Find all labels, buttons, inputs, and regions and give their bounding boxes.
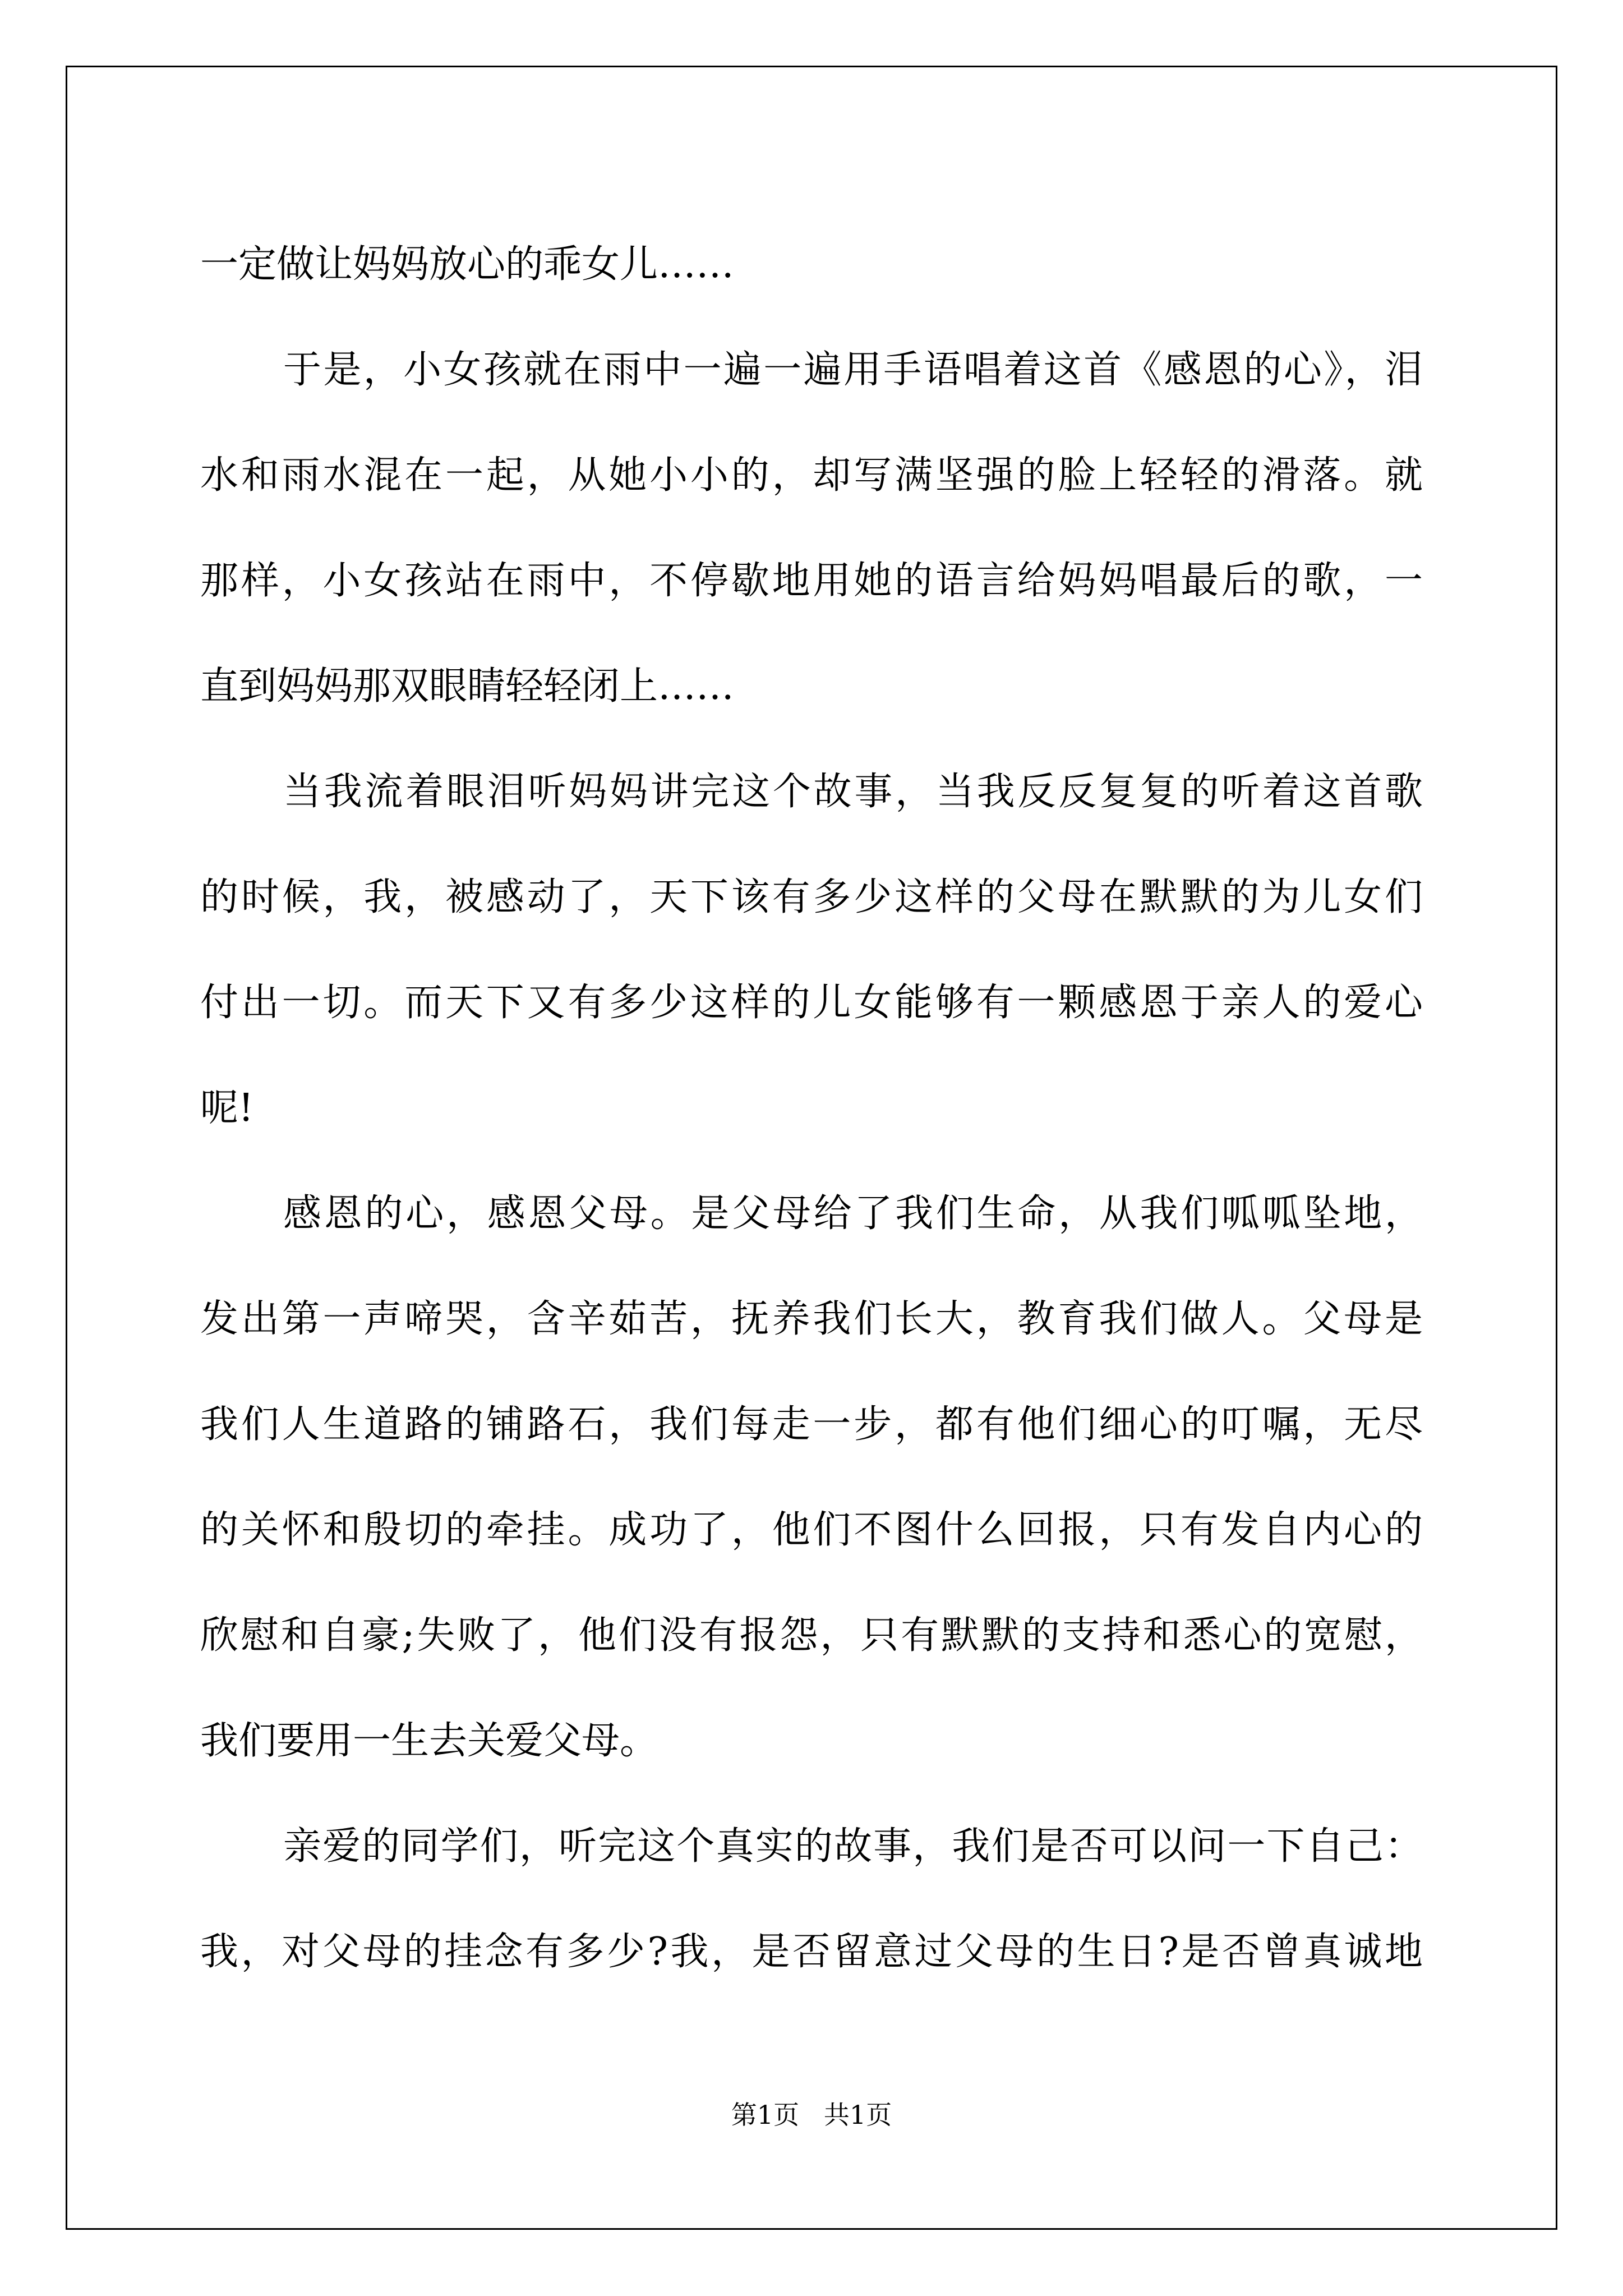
text-line: 欣慰和自豪;失败了，他们没有报怨，只有默默的支持和悉心的宽慰， (200, 1613, 1423, 1658)
text-line: 亲爱的同学们，听完这个真实的故事，我们是否可以问一下自己： (283, 1824, 1423, 1869)
text-line: 我们人生道路的铺路石，我们每走一步，都有他们细心的叮嘱，无尽 (200, 1402, 1423, 1447)
text-line: 于是，小女孩就在雨中一遍一遍用手语唱着这首《感恩的心》，泪 (283, 348, 1423, 392)
text-line: 那样，小女孩站在雨中，不停歇地用她的语言给妈妈唱最后的歌，一 (200, 559, 1423, 603)
text-line: 水和雨水混在一起，从她小小的，却写满坚强的脸上轻轻的滑落。就 (200, 453, 1423, 498)
page-number: 第1页 共1页 (731, 2100, 892, 2130)
text-line: 呢! (200, 1086, 254, 1130)
text-line: 当我流着眼泪听妈妈讲完这个故事，当我反反复复的听着这首歌 (283, 770, 1423, 814)
text-line: 付出一切。而天下又有多少这样的儿女能够有一颗感恩于亲人的爱心 (200, 981, 1423, 1025)
text-line: 我，对父母的挂念有多少?我，是否留意过父母的生日?是否曾真诚地 (200, 1930, 1423, 1974)
text-line: 感恩的心，感恩父母。是父母给了我们生命，从我们呱呱坠地， (283, 1191, 1423, 1236)
text-line: 的关怀和殷切的牵挂。成功了，他们不图什么回报，只有发自内心的 (200, 1508, 1423, 1552)
text-line: 我们要用一生去关爱父母。 (200, 1719, 658, 1763)
text-line: 直到妈妈那双眼睛轻轻闭上…… (200, 664, 735, 708)
document-body (200, 212, 1423, 2005)
text-line: 发出第一声啼哭，含辛茹苦，抚养我们长大，教育我们做人。父母是 (200, 1297, 1423, 1341)
text-line: 的时候，我，被感动了，天下该有多少这样的父母在默默的为儿女们 (200, 875, 1423, 919)
text-line: 一定做让妈妈放心的乖女儿…… (200, 242, 735, 287)
page-footer (0, 2098, 1623, 2132)
